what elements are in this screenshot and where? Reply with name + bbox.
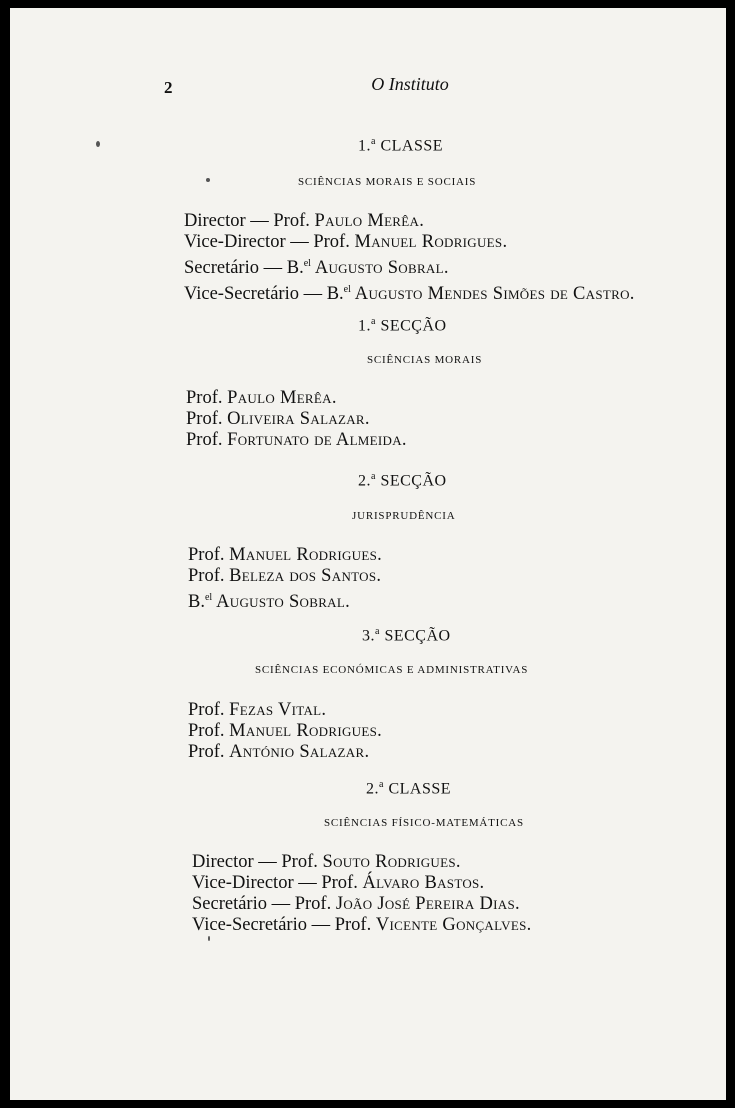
- seccao-1-heading: 1.$^a$ SECÇÃO: [358, 316, 447, 335]
- seccao-3-heading: 3.$^a$ SECÇÃO: [362, 626, 451, 645]
- classe-1-officers: [184, 211, 635, 305]
- seccao-2-members: [188, 545, 382, 613]
- classe-2-officers: [192, 852, 532, 936]
- member-line: Prof. Fezas Vital.: [188, 700, 327, 720]
- seccao-1-members: [186, 388, 407, 451]
- officer-line: Vice-Director — Prof. Manuel Rodrigues.: [184, 232, 508, 252]
- member-line: B.$^{el}$ Augusto Sobral.: [188, 592, 351, 613]
- officer-line: Secretário — Prof. João José Pereira Dias.: [192, 894, 520, 914]
- page-number: 2: [164, 78, 173, 97]
- officer-line: Secretário — B.$^{el}$ Augusto Sobral.: [184, 258, 449, 279]
- member-line: Prof. Paulo Merêa.: [186, 388, 337, 408]
- seccao-3-members: [188, 700, 382, 763]
- officer-line: Vice-Director — Prof. Álvaro Bastos.: [192, 873, 485, 893]
- member-line: Prof. António Salazar.: [188, 742, 370, 762]
- seccao-3-subtitle: SCIÊNCIAS ECONÓMICAS E ADMINISTRATIVAS: [255, 664, 529, 676]
- seccao-1-subtitle: SCIÊNCIAS MORAIS: [367, 354, 483, 366]
- officer-line: Director — Prof. Souto Rodrigues.: [192, 852, 461, 872]
- seccao-2-subtitle: JURISPRUDÊNCIA: [352, 510, 456, 522]
- seccao-2-heading: 2.$^a$ SECÇÃO: [358, 471, 447, 490]
- officer-line: Director — Prof. Paulo Merêa.: [184, 211, 425, 231]
- ink-mark: [206, 178, 210, 182]
- classe-2-heading: 2.$^a$ CLASSE: [366, 779, 452, 798]
- officer-line: Vice-Secretário — B.$^{el}$ Augusto Mendes Simões de Castro.: [184, 284, 635, 305]
- document-page: [10, 8, 726, 1100]
- member-line: Prof. Fortunato de Almeida.: [186, 430, 407, 450]
- running-title: O Instituto: [371, 74, 449, 94]
- officer-line: Vice-Secretário — Prof. Vicente Gonçalves.: [192, 915, 532, 935]
- member-line: Prof. Manuel Rodrigues.: [188, 721, 383, 741]
- member-line: Prof. Beleza dos Santos.: [188, 566, 382, 586]
- classe-1-heading: 1.$^a$ CLASSE: [358, 136, 444, 155]
- member-line: Prof. Oliveira Salazar.: [186, 409, 370, 429]
- member-line: Prof. Manuel Rodrigues.: [188, 545, 383, 565]
- ink-mark: [96, 141, 100, 147]
- classe-1-subtitle: SCIÊNCIAS MORAIS E SOCIAIS: [298, 176, 477, 188]
- ink-mark: [208, 936, 210, 941]
- classe-2-subtitle: SCIÊNCIAS FÍSICO-MATEMÁTICAS: [324, 817, 524, 829]
